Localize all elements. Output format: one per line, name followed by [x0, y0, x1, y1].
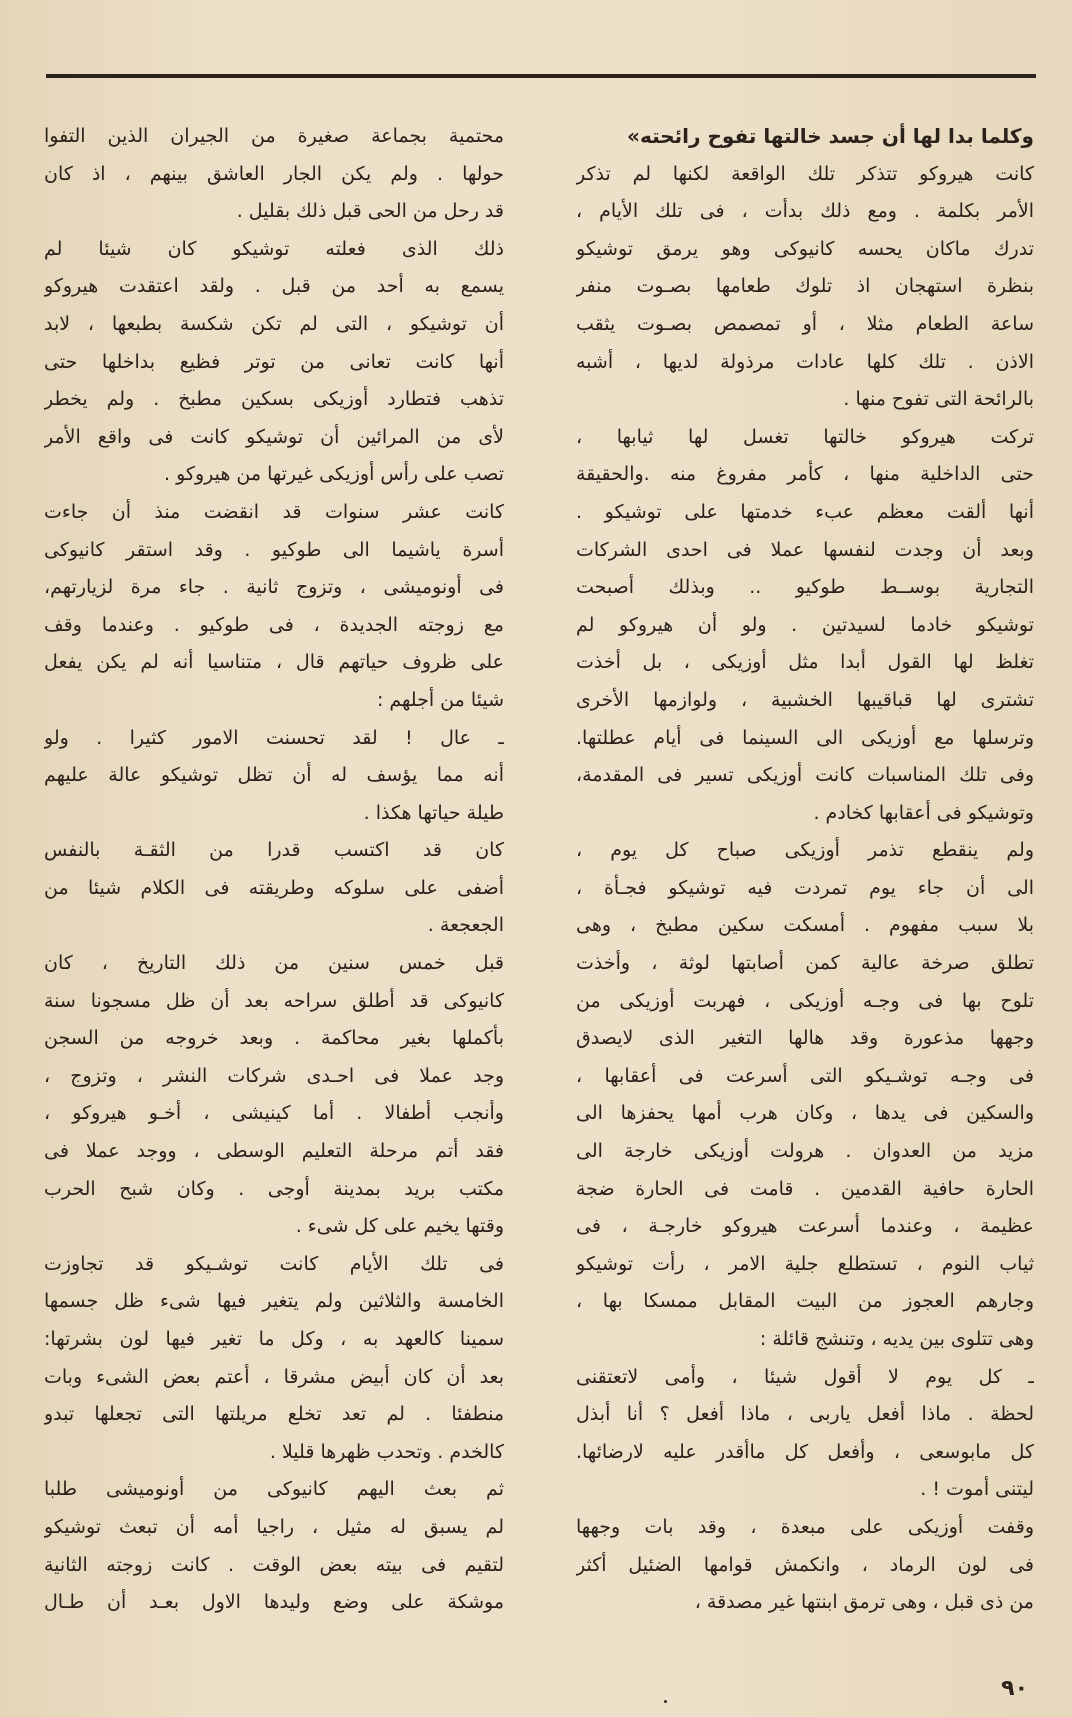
text-line: عظيمة ، وعندما أسرعت هيروكو خارجـة ، فى: [576, 1215, 1034, 1238]
text-line: وبعد أن وجدت لنفسها عملا فى احدى الشركات: [576, 538, 1034, 561]
text-line: لم يسبق له مثيل ، راجيا أمه أن تبعث توشيكو: [44, 1515, 504, 1538]
text-line: ساعة الطعام مثلا ، أو تمصمص بصـوت يثقب: [576, 312, 1034, 335]
text-line: تصب على رأس أوزيكى غيرتها من هيروكو .: [164, 463, 504, 486]
top-rule: [46, 74, 1036, 78]
text-line: وهى تتلوى بين يديه ، وتنشج قائلة :: [759, 1328, 1034, 1350]
text-line: أنها كانت تعانى من توتر فظيع بداخلها حتى: [44, 350, 504, 373]
text-line: موشكة على وضع وليدها الاول بعـد أن طـال: [44, 1591, 504, 1614]
text-line: كانت هيروكو تتذكر تلك الواقعة لكنها لم تذكر: [576, 162, 1034, 185]
text-line: كانت عشر سنوات قد انقضت منذ أن جاءت: [44, 500, 504, 523]
text-line: ثم بعث اليهم كانيوكى من أونوميشى طلبا: [44, 1478, 504, 1501]
text-line: كل مابوسعى ، وأفعل كل ماأقدر عليه لارضائها.: [576, 1440, 1034, 1463]
text-line: ـ كل يوم لا أقول شيئا ، وأمى لاتعتقنى: [576, 1365, 1034, 1388]
text-line: يسمع به أحد من قبل . ولقد اعتقدت هيروكو: [44, 275, 504, 298]
text-line: فى لون الرماد ، وانكمش قوامها الضئيل أكثر: [576, 1553, 1034, 1576]
text-line: وقتها يخيم على كل شىء .: [295, 1215, 504, 1238]
text-line: تلوح بها فى وجـه أوزيكى ، فهربت أوزيكى من: [576, 989, 1034, 1012]
text-line: ذلك الذى فعلته توشيكو كان شيئا لم: [44, 237, 504, 260]
text-line: أن توشيكو ، التى لم تكن شكسة بطبعها ، لابد: [44, 312, 504, 335]
print-speck: [664, 1700, 667, 1703]
text-line: فى وجـه توشـيكو التى أسرعت فى أعقابها ،: [576, 1064, 1034, 1087]
text-line: تركت هيروكو خالتها تغسل لها ثيابها ،: [576, 425, 1034, 448]
text-line: مع زوجته الجديدة ، فى طوكيو . وعندما وقف: [44, 613, 504, 636]
text-line: مزيد من العدوان . هرولت أوزيكى خارجة الى: [576, 1140, 1034, 1163]
text-line: على ظروف حياتهم قال ، متناسيا أنه لم يكن يفعل: [44, 651, 504, 674]
text-line: والسكين فى يدها ، وكان هرب أمها يحفزها الى: [576, 1102, 1034, 1125]
text-line: طيلة حياتها هكذا .: [363, 801, 504, 824]
text-line: توشيكو خادما لسيدتين . ولو أن هيروكو لم: [576, 613, 1034, 636]
text-line: ـ عال ! لقد تحسنت الامور كثيرا . ولو: [44, 726, 504, 749]
text-line: كالخدم . وتحدب ظهرها قليلا .: [269, 1440, 504, 1463]
text-line: بالرائحة التى تفوح منها .: [843, 388, 1034, 411]
text-line: الى أن جاء يوم تمردت فيه توشيكو فجـأة ،: [576, 876, 1034, 899]
text-line: لحظة . ماذا أفعل ياربى ، ماذا أفعل ؟ أنا أبذل: [576, 1403, 1034, 1426]
text-line: ولم ينقطع تذمر أوزيكى صباح كل يوم ،: [576, 839, 1034, 862]
text-line: بلا سبب مفهوم . أمسكت سكين مطبخ ، وهى: [576, 914, 1034, 937]
page-number: ٩٠: [1001, 1676, 1028, 1701]
text-line: محتمية بجماعة صغيرة من الجيران الذين التفوا: [44, 125, 504, 147]
text-line: تذهب فتطارد أوزيكى بسكين مطبخ . ولم يخطر: [44, 388, 504, 411]
text-line: فى تلك الأيام كانت توشـيكو قد تجاوزت: [44, 1252, 504, 1275]
text-line: كانيوكى قد أطلق سراحه بعد أن ظل مسجونا سنة: [44, 989, 504, 1012]
text-line: وجد عملا فى احـدى شركات النشر ، وتزوج ،: [44, 1064, 504, 1087]
text-line: بعد أن كان أبيض مشرقا ، أعتم بعض الشىء وبات: [44, 1365, 504, 1388]
text-line: أنها ألقت معظم عبء خدمتها على توشيكو .: [576, 500, 1034, 523]
text-line: شيئا من أجلهم :: [376, 688, 504, 711]
text-line: الأمر بكلمة . ومع ذلك بدأت ، فى تلك الأيام ،: [576, 200, 1034, 223]
text-line: الاذن . تلك كلها عادات مرذولة لديها ، أشبه: [576, 350, 1034, 373]
text-line: وأنجب أطفالا . أما كينيشى ، أخـو هيروكو ،: [44, 1102, 504, 1125]
text-line: حتى الداخلية منها ، كأمر مفروغ منه .والحقيقة: [576, 463, 1034, 486]
text-line: وجارهم العجوز من البيت المقابل ممسكا بها ،: [576, 1290, 1034, 1313]
text-line: وفى تلك المناسبات كانت أوزيكى تسير فى المقدمة،: [576, 764, 1034, 787]
text-line: التجارية بوســط طوكيو .. وبذلك أصبحت: [576, 576, 1034, 599]
text-line: أضفى على سلوكه وطريقته فى الكلام شيئا من: [44, 876, 504, 899]
text-line: قبل خمس سنين من ذلك التاريخ ، كان: [44, 952, 504, 975]
text-line: بنظرة استهجان اذ تلوك طعامها بصـوت منفر: [576, 275, 1034, 298]
right-text-column: [576, 118, 1034, 1622]
text-line: فقد أتم مرحلة التعليم الوسطى ، ووجد عملا فى: [44, 1140, 504, 1163]
text-line: مكتب بريد بمدينة أوجى . وكان شبح الحرب: [44, 1177, 504, 1200]
text-line: وقفت أوزيكى على مبعدة ، وقد بات وجهها: [576, 1515, 1034, 1538]
text-line: وتوشيكو فى أعقابها كخادم .: [813, 801, 1034, 824]
text-line: تغلظ لها القول أبدا مثل أوزيكى ، بل أخذت: [576, 651, 1034, 674]
text-line: تطلق صرخة عالية كمن أصابتها لوثة ، وأخذت: [576, 952, 1034, 975]
text-line: وترسلها مع أوزيكى الى السينما فى أيام عطلتها.: [576, 726, 1034, 749]
text-line: لأى من المرائين أن توشيكو كانت فى واقع الأمر: [44, 425, 504, 448]
text-line: سمينا كالعهد به ، وكل ما تغير فيها لون بشرتها:: [44, 1328, 504, 1350]
text-line: ثياب النوم ، تستطلع جلية الامر ، رأت توشيكو: [576, 1252, 1034, 1275]
text-line: وجهها مذعورة وقد هالها التغير الذى لايصدق: [576, 1027, 1034, 1050]
text-line: كان قد اكتسب قدرا من الثقـة بالنفس: [44, 839, 504, 862]
text-line: بأكملها بغير محاكمة . وبعد خروجه من السجن: [44, 1027, 504, 1050]
text-line: تدرك ماكان يحسه كانيوكى وهو يرمق توشيكو: [576, 237, 1034, 260]
text-line: ليتنى أموت ! .: [920, 1478, 1034, 1501]
text-line: لتقيم فى بيته بعض الوقت . كانت زوجته الثانية: [44, 1553, 504, 1576]
left-text-column: [44, 118, 504, 1622]
text-line: أسرة ياشيما الى طوكيو . وقد استقر كانيوكى: [44, 538, 504, 561]
text-line: وكلما بدا لها أن جسد خالتها تفوح رائحته»: [627, 124, 1034, 148]
text-line: الحارة حافية القدمين . قامت فى الحارة ضجة: [576, 1177, 1034, 1200]
text-line: تشترى لها قباقيبها الخشبية ، ولوازمها الأخرى: [576, 688, 1034, 711]
text-line: الخامسة والثلاثين ولم يتغير فيها شىء ظل جسمها: [44, 1290, 504, 1313]
text-line: فى أونوميشى ، وتزوج ثانية . جاء مرة لزيارتهم،: [44, 576, 504, 599]
text-line: الجعجعة .: [427, 914, 504, 937]
text-line: قد رحل من الحى قبل ذلك بقليل .: [236, 200, 504, 223]
text-line: منطفئا . لم تعد تخلع مريلتها التى تجعلها تبدو: [44, 1403, 504, 1426]
text-line: من ذى قبل ، وهى ترمق ابنتها غير مصدقة ،: [694, 1591, 1034, 1614]
text-line: حولها . ولم يكن الجار العاشق بينهم ، اذ كان: [44, 162, 504, 185]
text-line: أنه مما يؤسف له أن تظل توشيكو عالة عليهم: [44, 764, 504, 787]
